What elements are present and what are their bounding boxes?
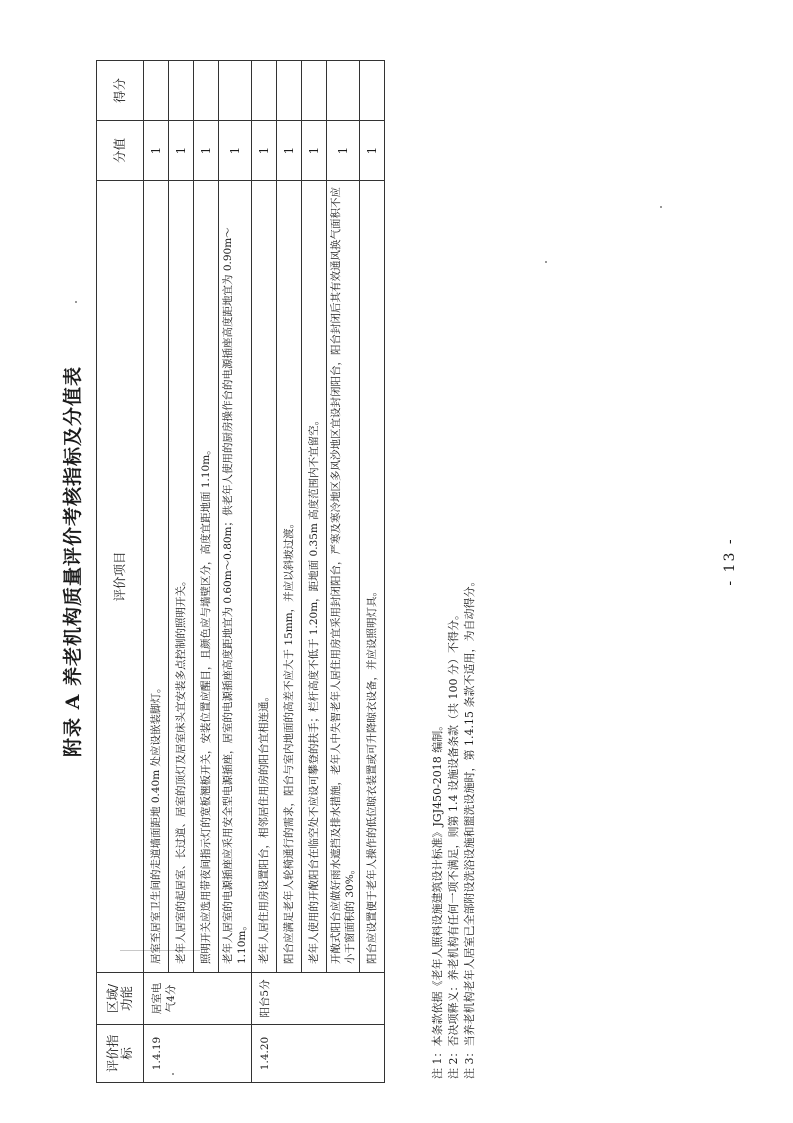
score-cell: 1 [144,121,169,181]
score-cell: 1 [169,121,194,181]
table-row [169,61,194,1083]
indicator-cell: 1.4.19 [144,1025,252,1083]
score-cell: 1 [277,121,302,181]
footnotes [430,576,478,1079]
table-row [252,61,277,1083]
area-cell: 阳台5分 [252,973,385,1025]
item-cell: 居室至居室卫生间的走道墙面距地 0.40m 处应设嵌装脚灯。 [144,181,169,973]
area-cell: 居室电气4分 [144,973,252,1025]
item-cell: 老年人使用的开敞阳台在临空处不应设可攀登的扶手；栏杆高度不低于 1.20m，距地面 0.35m 高度范围内不宜留空。 [302,181,327,973]
got-cell [302,61,327,121]
table-row [219,61,252,1083]
score-cell: 1 [302,121,327,181]
score-cell: 1 [219,121,252,181]
item-cell: 阳台应满足老年人轮椅通行的需求，阳台与室内地面的高差不应大于 15mm，并应以斜坡过渡。 [277,181,302,973]
footnote: 注 1：本条款依据《老年人照料设施建筑设计标准》JGJ450-2018 编制。 [431,719,444,1079]
footnote: 注 2：否决项释义：养老机构有任何一项不满足，则第 1.4 设施设备条款（共 100 分）不得分。 [447,609,460,1079]
item-cell: 老年人居住用房设置阳台，相邻居住用房的阳台宜相连通。 [252,181,277,973]
header-area: 区域/功能 [97,973,144,1025]
evaluation-table [96,60,385,1083]
header-score: 分值 [97,121,144,181]
item-cell: 老年人居室的起居室、长过道、居室的顶灯及居室床头宜安装多点控制的照明开关。 [169,181,194,973]
item-cell: 老年人居室的电源插座应采用安全型电源插座，居室的电源插座高度距地宜为 0.60m～0.80m；供老年人使用的厨房操作台的电源插座高度距地宜为 0.90m～1.10m。 [219,181,252,973]
table-row [302,61,327,1083]
indicator-cell: 1.4.20 [252,1025,385,1083]
page-number: - 13 - [722,537,738,586]
header-item: 评价项目 [97,181,144,973]
table-row [327,61,360,1083]
scan-speck [660,206,662,208]
item-cell: 开敞式阳台应做好雨水遮挡及排水措施，老年人中失智老年人居住用房宜采用封闭阳台，严寒及寒冷地区多风沙地区宜设封闭阳台，阳台封闭后其有效通风换气面积不应小于窗面积的 30%。 [327,181,360,973]
header-indicator: 评价指标 [97,1025,144,1083]
header-got: 得分 [97,61,144,121]
footnote: 注 3：当养老机构老年人居室已全部附设洗浴设施和盥洗设施时，第 1.4.15 条款不适用，为自动得分。 [463,575,476,1079]
table-row [360,61,385,1083]
score-cell: 1 [194,121,219,181]
got-cell [277,61,302,121]
table-row [277,61,302,1083]
table-row [144,61,169,1083]
score-cell: 1 [327,121,360,181]
got-cell [169,61,194,121]
got-cell [327,61,360,121]
scan-speck [545,261,547,263]
score-cell: 1 [360,121,385,181]
got-cell [144,61,169,121]
scan-speck [172,1073,174,1075]
got-cell [219,61,252,121]
got-cell [360,61,385,121]
item-cell: 阳台应设置便于老年人操作的低位晾衣装置或可升降晾衣设备，并应设照明灯具。 [360,181,385,973]
table-row [194,61,219,1083]
scan-speck [75,301,77,303]
table-header-row [97,61,144,1083]
page-title: 附录 A 养老机构质量评价考核指标及分值表 [62,366,84,757]
got-cell [194,61,219,121]
got-cell [252,61,277,121]
score-cell: 1 [252,121,277,181]
item-cell: 照明开关应选用带夜间指示灯的宽板翘板开关，安装位置应醒目，且颜色应与墙壁区分，高度宜距地面 1.10m。 [194,181,219,973]
